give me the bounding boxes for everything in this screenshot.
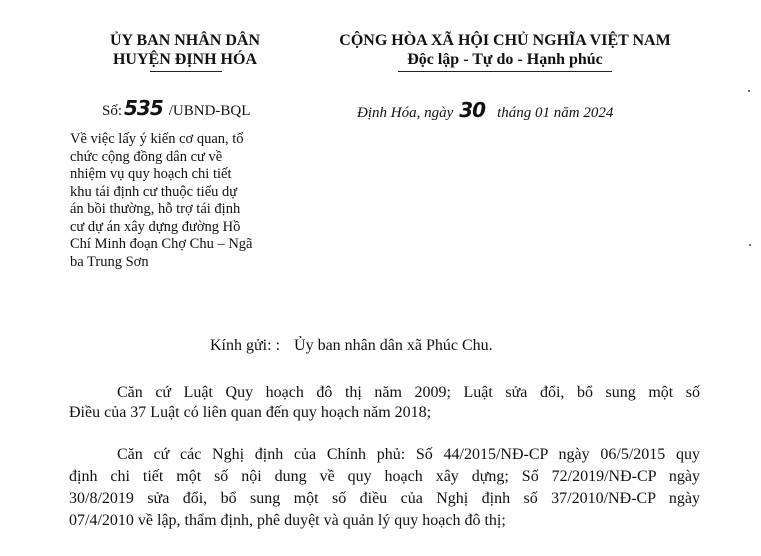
paragraph-legal-basis-2 (69, 446, 700, 530)
subject-line: nhiệm vụ quy hoạch chi tiết (70, 166, 232, 182)
paragraph-legal-basis-1 (69, 384, 700, 422)
date-day-handwritten: 30 (459, 98, 486, 122)
scan-speck (749, 244, 751, 246)
date-line (357, 98, 613, 122)
document-number (102, 96, 250, 120)
subject-line: án bồi thường, hỗ trợ tái định (70, 201, 241, 217)
recipient-line (210, 336, 493, 356)
paragraph-line: định chi tiết một số nội dung về quy hoạch xây dựng; Số 72/2019/NĐ-CP ngày (69, 468, 700, 485)
agency-name-line1: ỦY BAN NHÂN DÂN (109, 32, 261, 49)
subject-line: khu tái định cư thuộc tiểu dự (70, 183, 238, 200)
motto-underline (398, 71, 612, 72)
paragraph-line: Căn cứ Luật Quy hoạch đô thị năm 2009; Luật sửa đổi, bổ sung một số (117, 384, 700, 401)
date-prefix: Định Hóa, ngày (357, 105, 454, 121)
paragraph-line: Điều của 37 Luật có liên quan đến quy hoạch năm 2018; (69, 404, 432, 421)
paragraph-line: 07/4/2010 về lập, thẩm định, phê duyệt và quản lý quy hoạch đô thị; (69, 512, 506, 529)
paragraph-line: 30/8/2019 sửa đổi, bổ sung một số điều của Nghị định số 37/2010/NĐ-CP ngày (69, 490, 700, 507)
paragraph-line: Căn cứ các Nghị định của Chính phủ: Số 44/2015/NĐ-CP ngày 06/5/2015 quy (117, 446, 700, 463)
subject-block (70, 131, 302, 271)
doc-number-handwritten: 535 (124, 96, 163, 120)
doc-number-prefix: Số: (102, 103, 123, 119)
scan-speck (748, 90, 750, 92)
agency-name-line2: HUYỆN ĐỊNH HÓA (112, 51, 257, 68)
recipient-label: Kính gửi: : (210, 337, 281, 354)
recipient-name: Ủy ban nhân dân xã Phúc Chu. (294, 337, 493, 354)
subject-line: Về việc lấy ý kiến cơ quan, tổ (70, 131, 244, 147)
subject-line: Chí Minh đoạn Chợ Chu – Ngã (70, 236, 253, 252)
nation-motto: Độc lập - Tự do - Hạnh phúc (407, 51, 603, 68)
subject-line: chức cộng đồng dân cư về (70, 148, 223, 165)
subject-line: cư dự án xây dựng đường Hồ (70, 218, 241, 235)
date-suffix: tháng 01 năm 2024 (497, 105, 614, 121)
subject-line: ba Trung Sơn (70, 253, 149, 270)
doc-number-suffix: /UBND-BQL (168, 103, 251, 119)
nation-name: CỘNG HÒA XÃ HỘI CHỦ NGHĨA VIỆT NAM (339, 32, 671, 49)
agency-underline (150, 71, 222, 72)
